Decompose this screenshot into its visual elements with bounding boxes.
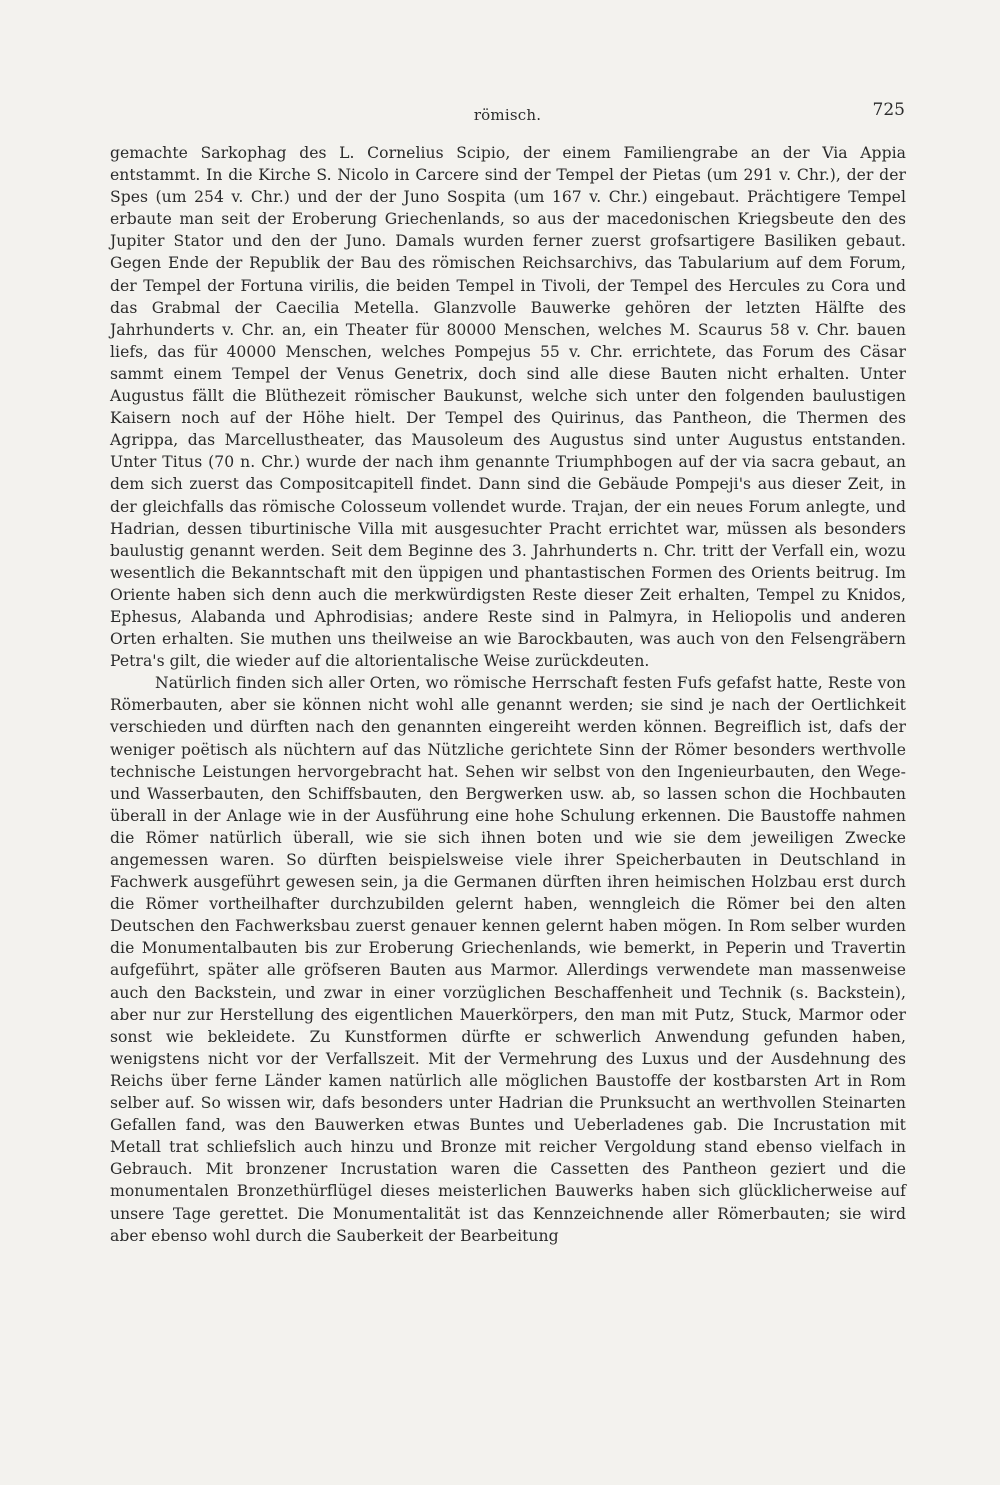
paragraph-2: Natürlich finden sich aller Orten, wo römische Herrschaft festen Fufs gefafst hatte, Reste von Römerbauten, aber sie können nicht wohl alle genannt werden; sie sind je nach der Oertlichkeit verschieden und dürften nach den genannten eingereiht werden können. Begreiflich ist, dafs der weniger poëtisch als nüchtern auf das Nützliche gerichtete Sinn der Römer besonders werthvolle technische Leistungen hervorgebracht hat. Sehen wir selbst von den Ingenieurbauten, den Wege- und Wasserbauten, den Schiffsbauten, den Bergwerken usw. ab, so lassen schon die Hochbauten überall in der Anlage wie in der Ausführung eine hohe Schulung erkennen. Die Baustoffe nahmen die Römer natürlich überall, wie sie sich ihnen boten und wie sie dem jeweiligen Zwecke angemessen waren. So dürften beispielsweise viele ihrer Speicherbauten in Deutschland in Fachwerk ausgeführt gewesen sein, ja die Germanen dürften ihren heimischen Holzbau erst durch die Römer vortheilhafter durchzubilden gelernt haben, wenngleich die Römer bei den alten Deutschen den Fachwerksbau zuerst genauer kennen gelernt haben mögen. In Rom selber wurden die Monumentalbauten bis zur Eroberung Griechenlands, wie bemerkt, in Peperin und Travertin aufgeführt, später alle gröfseren Bauten aus Marmor. Allerdings verwendete man massenweise auch den Backstein, und zwar in einer vorzüglichen Beschaffenheit und Technik (s. Backstein), aber nur zur Herstellung des eigentlichen Mauerkörpers, den man mit Putz, Stuck, Marmor oder sonst wie bekleidete. Zu Kunstformen dürfte er schwerlich Anwendung gefunden haben, wenigstens nicht vor der Verfallszeit. Mit der Vermehrung des Luxus und der Ausdehnung des Reichs über ferne Länder kamen natürlich alle möglichen Baustoffe der kostbarsten Art in Rom selber auf. So wissen wir, dafs besonders unter Hadrian die Prunksucht an werthvollen Steinarten Gefallen fand, was den Bauwerken etwas Buntes und Ueberladenes gab. Die Incrustation mit Metall trat schliefslich auch hinzu und Bronze mit reicher Vergoldung stand ebenso vielfach in Gebrauch. Mit bronzener Incrustation waren die Cassetten des Pantheon geziert und die monumentalen Bronzethürflügel dieses meisterlichen Bauwerks haben sich glücklicherweise auf unsere Tage gerettet. Die Monumentalität ist das Kennzeichnende aller Römerbauten; sie wird aber ebenso wohl durch die Sauberkeit der Bearbeitung — [110, 674, 906, 1245]
paragraph-1: gemachte Sarkophag des L. Cornelius Scipio, der einem Familiengrabe an der Via Appia entstammt. In die Kirche S. Nicolo in Carcere sind der Tempel der Pietas (um 291 v. Chr.), der der Spes (um 254 v. Chr.) und der der Juno Sospita (um 167 v. Chr.) eingebaut. Prächtigere Tempel erbaute man seit der Eroberung Griechenlands, so aus der macedonischen Kriegsbeute den des Jupiter Stator und den der Juno. Damals wurden ferner zuerst grofsartigere Basiliken gebaut. Gegen Ende der Republik der Bau des römischen Reichsarchivs, das Tabularium auf dem Forum, der Tempel der Fortuna virilis, die beiden Tempel in Tivoli, der Tempel des Hercules zu Cora und das Grabmal der Caecilia Metella. Glanzvolle Bauwerke gehören der letzten Hälfte des Jahrhunderts v. Chr. an, ein Theater für 80000 Menschen, welches M. Scaurus 58 v. Chr. bauen liefs, das für 40000 Menschen, welches Pompejus 55 v. Chr. errichtete, das Forum des Cäsar sammt einem Tempel der Venus Genetrix, doch sind alle diese Bauten nicht erhalten. Unter Augustus fällt die Blüthezeit römischer Baukunst, welche sich unter den folgenden baulustigen Kaisern noch auf der Höhe hielt. Der Tempel des Quirinus, das Pantheon, die Thermen des Agrippa, das Marcellustheater, das Mausoleum des Augustus sind unter Augustus entstanden. Unter Titus (70 n. Chr.) wurde der nach ihm genannte Triumphbogen auf der via sacra gebaut, an dem sich zuerst das Compositcapitell findet. Dann sind die Gebäude Pompeji's aus dieser Zeit, in der gleichfalls das römische Colosseum vollendet wurde. Trajan, der ein neues Forum anlegte, und Hadrian, dessen tiburtinische Villa mit ausgesuchter Pracht errichtet war, müssen als besonders baulustig genannt werden. Seit dem Beginne des 3. Jahrhunderts n. Chr. tritt der Verfall ein, wozu wesentlich die Bekanntschaft mit den üppigen und phantastischen Formen des Orients beitrug. Im Oriente haben sich denn auch die merkwürdigsten Reste dieser Zeit erhalten, Tempel zu Knidos, Ephesus, Alabanda und Aphrodisias; andere Reste sind in Palmyra, in Heliopolis und anderen Orten erhalten. Sie muthen uns theilweise an wie Barockbauten, was auch von den Felsengräbern Petra's gilt, die wieder auf die altorientalische Weise zurückdeuten. — [110, 144, 906, 671]
running-head: römisch. — [473, 106, 542, 124]
page-number: 725 — [872, 100, 905, 120]
body-text — [110, 142, 906, 1247]
page-header — [110, 100, 905, 130]
